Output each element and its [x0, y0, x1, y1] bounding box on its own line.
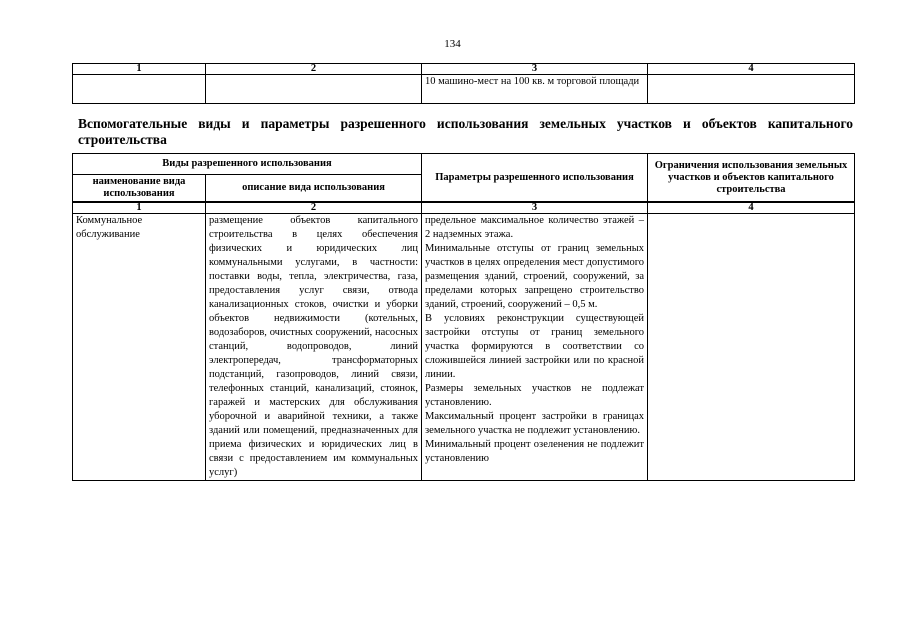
column-number: 2 — [206, 202, 422, 214]
top-table-column-numbers — [73, 64, 855, 75]
use-restrictions — [648, 214, 855, 481]
column-number: 3 — [422, 202, 648, 214]
main-table — [72, 153, 855, 481]
column-number: 4 — [648, 202, 855, 214]
use-parameters — [422, 214, 648, 481]
column-number: 1 — [73, 202, 206, 214]
use-description: размещение объектов капитального строительства в целях обеспечения физических и юридических лиц коммунальными услугами, в частности: поставки воды, тепла, электричества, газа, предоставления услуг связи, отвода канализационных стоков, очистки и уборки объектов недвижимости (котельных, водозаборов, очистных сооружений, насосных станций, водопроводов, линий электропередач, трансформаторных подстанций, газопроводов, линий связи, телефонных станций, канализаций, стоянок, гаражей и мастерских для обслуживания уборочной и аварийной техники, а также зданий или помещений, предназначенных для приема физических и юридических лиц в связи с предоставлением им коммунальных услуг) — [206, 214, 422, 481]
header-description: описание вида использования — [206, 175, 422, 203]
cell-col2 — [206, 75, 422, 104]
parameter-paragraph: предельное максимальное количество этажей – 2 надземных этажа. — [425, 215, 645, 240]
table-row — [73, 214, 855, 481]
column-number: 3 — [422, 64, 648, 75]
header-restrictions: Ограничения использования земельных участков и объектов капитального строительства — [648, 154, 855, 203]
use-name: Коммунальное обслуживание — [73, 214, 206, 481]
column-number: 4 — [648, 64, 855, 75]
section-title: Вспомогательные виды и параметры разрешенного использования земельных участков и объектов капитального строительства — [78, 116, 853, 147]
parameter-paragraph: Минимальные отступы от границ земельных участков в целях определения мест допустимого размещения зданий, строений, сооружений, за пределами которых запрещено строительство зданий, строений, сооружений – 0,5 м. — [425, 243, 645, 310]
header-parameters: Параметры разрешенного использования — [422, 154, 648, 203]
page-number: 134 — [444, 38, 461, 50]
parameter-paragraph: Максимальный процент застройки в границах земельного участка не подлежит установлению. — [425, 411, 645, 436]
parameter-paragraph: В условиях реконструкции существующей застройки отступы от границ земельного участка формируются в соответствии со сложившейся линией застройки или по красной линии. — [425, 313, 645, 380]
cell-col1 — [73, 75, 206, 104]
top-table — [72, 63, 855, 104]
column-numbers-row — [73, 202, 855, 214]
top-table-row — [73, 75, 855, 104]
column-number: 1 — [73, 64, 206, 75]
parameter-paragraph: Минимальный процент озеленения не подлежит установлению — [425, 439, 645, 464]
cell-col3: 10 машино-мест на 100 кв. м торговой площади — [422, 75, 648, 104]
column-number: 2 — [206, 64, 422, 75]
header-row-1 — [73, 154, 855, 175]
parameter-paragraph: Размеры земельных участков не подлежат установлению. — [425, 383, 645, 408]
header-name: наименование вида использования — [73, 175, 206, 203]
cell-col4 — [648, 75, 855, 104]
header-group: Виды разрешенного использования — [73, 154, 422, 175]
